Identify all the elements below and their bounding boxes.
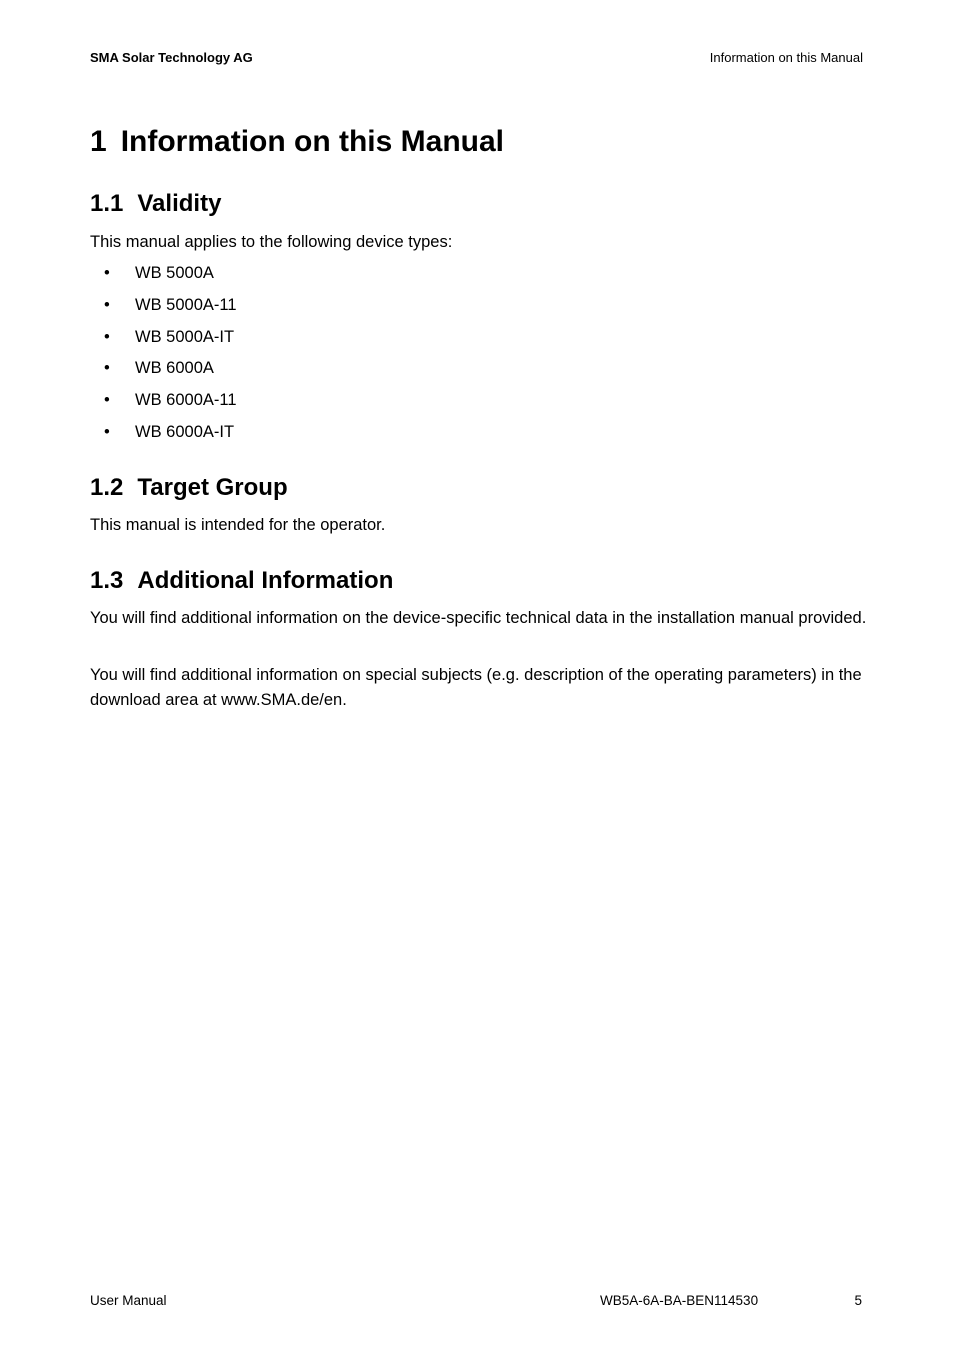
additional-info-paragraph-2: You will find additional information on special subjects (e.g. description of the operating parameters) in the download area at www.SMA.de/en. (90, 666, 862, 709)
list-item: • WB 5000A-IT (90, 325, 237, 357)
bullet-icon: • (104, 264, 110, 282)
footer-document-type: User Manual (90, 1293, 167, 1308)
bullet-icon: • (104, 422, 110, 441)
list-item: • WB 6000A-IT (90, 420, 237, 452)
bullet-icon: • (104, 391, 110, 410)
section-number: 1.1 (90, 190, 124, 217)
section-title-validity (90, 188, 221, 220)
chapter-number: 1 (90, 125, 107, 158)
running-title: Information on this Manual (709, 50, 863, 65)
device-type-list (90, 261, 237, 452)
section-number: 1.2 (90, 474, 124, 501)
chapter-title-text: Information on this Manual (120, 125, 505, 158)
target-group-text: This manual is intended for the operator. (90, 516, 386, 534)
section-title-text: Additional Information (137, 567, 394, 594)
bullet-icon: • (104, 359, 110, 378)
list-item: • WB 5000A (90, 261, 237, 293)
section-title-text: Validity (137, 190, 222, 217)
additional-info-paragraph-1: You will find additional information on the device-specific technical data in the installation manual provided. (90, 609, 867, 627)
section-title-target-group (90, 472, 288, 504)
chapter-title (90, 122, 504, 162)
bullet-icon: • (104, 327, 110, 346)
section-title-text: Target Group (137, 474, 288, 501)
section-number: 1.3 (90, 567, 124, 594)
list-item: • WB 5000A-11 (90, 293, 237, 325)
list-item: • WB 6000A-11 (90, 388, 237, 420)
validity-intro: This manual applies to the following device types: (90, 233, 453, 251)
footer-document-id: WB5A-6A-BA-BEN114530 (600, 1293, 759, 1308)
list-item: • WB 6000A (90, 356, 237, 388)
section-title-additional-information (90, 565, 393, 597)
bullet-icon: • (104, 295, 110, 314)
page-number: 5 (854, 1293, 862, 1308)
company-name: SMA Solar Technology AG (90, 50, 253, 65)
